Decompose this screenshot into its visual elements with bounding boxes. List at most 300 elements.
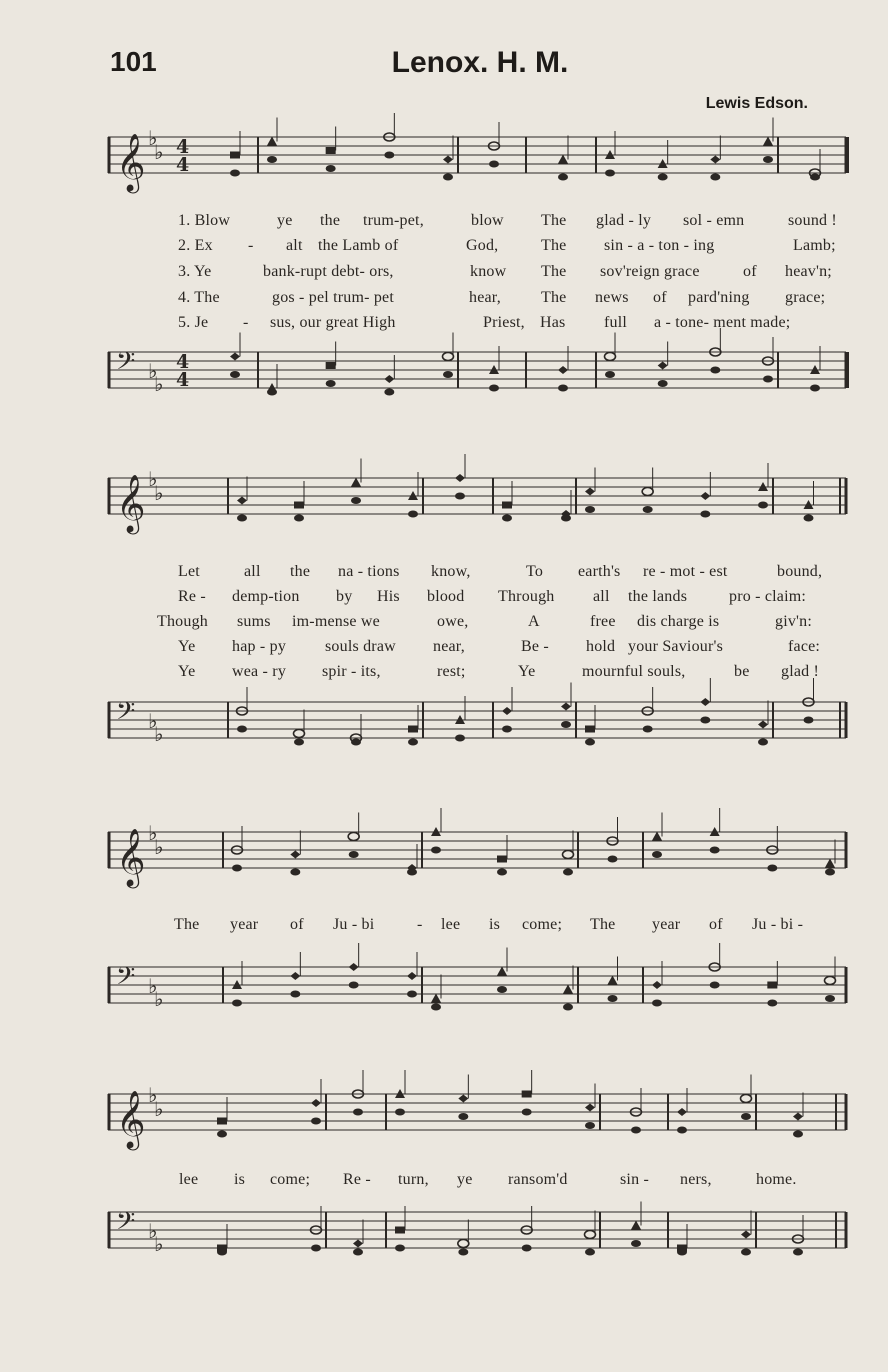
flat-icon: ♭: [148, 126, 158, 150]
flat-icon: ♭: [148, 709, 158, 733]
lyric-syllable: Though: [157, 613, 208, 630]
lyric-syllable: ye: [457, 1171, 473, 1188]
note-head: [458, 1240, 469, 1248]
note-head: [522, 1091, 532, 1098]
lyric-syllable: a - tone- ment made;: [654, 314, 791, 331]
note-head: [563, 1004, 573, 1011]
lyric-syllable: The: [174, 916, 200, 933]
note-head: [502, 502, 512, 509]
note-head: [489, 161, 499, 168]
note-head: [767, 1000, 777, 1007]
lyric-syllable: news: [595, 289, 629, 306]
lyric-syllable: near,: [433, 638, 465, 655]
lyric-syllable: Lamb;: [793, 237, 836, 254]
lyric-syllable: lee: [441, 916, 461, 933]
note-head: [758, 739, 768, 746]
lyric-syllable: glad - ly: [596, 212, 652, 229]
time-signature-digit: 4: [176, 369, 190, 391]
note-head: [431, 847, 441, 854]
lyric-syllable: 1. Blow: [178, 212, 231, 229]
note-head: [217, 1249, 227, 1256]
note-head: [408, 511, 418, 518]
lyric-syllable: 2. Ex: [178, 237, 213, 254]
lyric-line: [0, 563, 888, 585]
note-head: [522, 1245, 532, 1252]
bass-clef-icon: 𝄢: [116, 962, 136, 997]
treble-staff-system-2: [108, 466, 850, 536]
lyric-line: [0, 212, 888, 234]
lyric-syllable: The: [541, 212, 567, 229]
note-head: [408, 739, 418, 746]
note-head: [825, 869, 835, 876]
lyric-syllable: sums: [237, 613, 271, 630]
note-head: [631, 1221, 641, 1230]
note-head: [497, 967, 507, 976]
lyric-syllable: hap - py: [232, 638, 287, 655]
note-head: [351, 739, 361, 746]
note-head: [605, 170, 615, 177]
note-head: [395, 1227, 405, 1234]
lyric-syllable: bound,: [777, 563, 823, 580]
lyric-syllable: Priest,: [483, 314, 525, 331]
note-head: [267, 389, 277, 396]
bass-staff-system-4: [108, 1200, 850, 1280]
note-head: [825, 977, 836, 985]
note-head: [522, 1109, 532, 1116]
flat-icon: ♭: [148, 1083, 158, 1107]
lyric-syllable: Be -: [521, 638, 549, 655]
lyric-syllable: bank-rupt debt- ors,: [263, 263, 394, 280]
note-head: [384, 152, 394, 159]
lyric-line: [0, 663, 888, 685]
lyric-syllable: the lands: [628, 588, 688, 605]
lyric-syllable: ye: [277, 212, 293, 229]
note-head: [804, 515, 814, 522]
note-head: [502, 726, 512, 733]
note-head: [561, 515, 571, 522]
bass-staff-system-2: [108, 690, 850, 780]
note-head: [608, 976, 618, 985]
note-head: [608, 856, 618, 863]
lyric-syllable: Re -: [343, 1171, 371, 1188]
lyric-syllable: The: [541, 289, 567, 306]
lyric-syllable: -: [243, 314, 249, 331]
lyric-syllable: sin -: [620, 1171, 649, 1188]
lyric-syllable: pro - claim:: [729, 588, 807, 605]
lyric-syllable: blood: [427, 588, 465, 605]
lyric-syllable: rest;: [437, 663, 466, 680]
note-head: [758, 721, 768, 729]
lyric-syllable: Ju - bi: [333, 916, 375, 933]
hymn-title: Lenox. H. M.: [391, 46, 569, 79]
note-head: [563, 851, 574, 859]
lyric-line: [0, 263, 888, 285]
note-head: [677, 1108, 687, 1116]
note-head: [311, 1099, 321, 1107]
note-head: [558, 155, 568, 164]
lyric-syllable: The: [541, 263, 567, 280]
note-head: [497, 986, 507, 993]
lyric-syllable: The: [541, 237, 567, 254]
note-head: [407, 869, 417, 876]
note-head: [561, 703, 571, 711]
note-head: [605, 353, 616, 361]
note-head: [294, 515, 304, 522]
treble-staff-system-4: [108, 1082, 850, 1167]
note-head: [230, 371, 240, 378]
lyric-syllable: Ju - bi -: [752, 916, 804, 933]
flat-icon: ♭: [148, 467, 158, 491]
lyric-syllable: To: [526, 563, 544, 580]
lyric-syllable: 3. Ye: [178, 263, 212, 280]
lyric-syllable: be: [734, 663, 750, 680]
lyric-syllable: of: [743, 263, 757, 280]
note-head: [349, 982, 359, 989]
note-head: [395, 1245, 405, 1252]
lyric-syllable: sol - emn: [683, 212, 745, 229]
note-head: [652, 1000, 662, 1007]
note-head: [810, 174, 820, 181]
bass-staff-system-3: [108, 955, 850, 1040]
lyric-syllable: Through: [498, 588, 555, 605]
lyric-syllable: sov'reign grace: [600, 263, 700, 280]
lyric-syllable: come;: [270, 1171, 311, 1188]
lyric-syllable: is: [234, 1171, 246, 1188]
note-head: [502, 707, 512, 715]
note-head: [443, 371, 453, 378]
flat-icon: ♭: [154, 481, 164, 505]
lyric-syllable: souls draw: [325, 638, 396, 655]
note-head: [237, 515, 247, 522]
note-head: [351, 497, 361, 504]
lyric-syllable: full: [604, 314, 628, 331]
note-head: [458, 1249, 468, 1256]
lyric-syllable: mournful souls,: [582, 663, 686, 680]
lyric-syllable: trum-pet,: [363, 212, 424, 229]
note-head: [652, 832, 662, 841]
note-head: [497, 856, 507, 863]
note-head: [763, 376, 773, 383]
note-head: [489, 385, 499, 392]
note-head: [700, 511, 710, 518]
note-head: [267, 156, 277, 163]
bass-clef-icon: 𝄢: [116, 1207, 136, 1242]
note-head: [408, 726, 418, 733]
note-head: [290, 869, 300, 876]
note-head: [561, 721, 571, 728]
note-head: [217, 1131, 227, 1138]
note-head: [804, 717, 814, 724]
bass-clef-icon: 𝄢: [116, 697, 136, 732]
lyric-line: [0, 588, 888, 610]
note-head: [290, 972, 300, 980]
lyric-syllable: grace;: [785, 289, 826, 306]
flat-icon: ♭: [148, 1219, 158, 1243]
note-head: [631, 1127, 641, 1134]
note-head: [825, 995, 835, 1002]
note-head: [700, 698, 710, 706]
flat-icon: ♭: [148, 821, 158, 845]
lyric-syllable: know: [470, 263, 507, 280]
note-head: [585, 739, 595, 746]
lyric-syllable: Ye: [518, 663, 536, 680]
lyric-syllable: blow: [471, 212, 504, 229]
lyric-syllable: hear,: [469, 289, 501, 306]
note-head: [384, 375, 394, 383]
lyric-line: [0, 314, 888, 336]
note-head: [767, 865, 777, 872]
note-head: [384, 389, 394, 396]
lyric-syllable: im-mense we: [292, 613, 380, 630]
lyric-syllable: glad !: [781, 663, 820, 680]
note-head: [585, 488, 595, 496]
lyric-syllable: free: [590, 613, 616, 630]
lyric-syllable: hold: [586, 638, 616, 655]
flat-icon: ♭: [154, 987, 164, 1011]
lyric-syllable: wea - ry: [232, 663, 287, 680]
note-head: [677, 1127, 687, 1134]
note-head: [232, 865, 242, 872]
note-head: [458, 1095, 468, 1103]
note-head: [677, 1249, 687, 1256]
lyric-syllable: the: [320, 212, 341, 229]
lyric-syllable: Has: [540, 314, 566, 331]
lyric-syllable: earth's: [578, 563, 621, 580]
note-head: [710, 982, 720, 989]
bass-staff-system-1: [108, 340, 850, 415]
note-head: [443, 156, 453, 164]
note-head: [585, 1122, 595, 1129]
note-head: [443, 353, 454, 361]
note-head: [455, 735, 465, 742]
note-head: [326, 362, 336, 369]
lyric-syllable: ners,: [680, 1171, 712, 1188]
lyric-syllable: sus, our great High: [270, 314, 396, 331]
note-head: [558, 366, 568, 374]
note-head: [793, 1131, 803, 1138]
note-head: [642, 488, 653, 496]
note-head: [349, 963, 359, 971]
lyric-syllable: all: [244, 563, 261, 580]
note-head: [237, 726, 247, 733]
note-head: [563, 869, 573, 876]
note-head: [311, 1245, 321, 1252]
note-head: [326, 165, 336, 172]
lyric-syllable: heav'n;: [785, 263, 832, 280]
note-head: [294, 502, 304, 509]
note-head: [631, 1240, 641, 1247]
note-head: [710, 367, 720, 374]
lyric-syllable: home.: [756, 1171, 797, 1188]
note-head: [710, 156, 720, 164]
lyric-syllable: pard'ning: [688, 289, 750, 306]
lyric-syllable: Ye: [178, 663, 196, 680]
note-head: [767, 982, 777, 989]
lyric-syllable: come;: [522, 916, 563, 933]
lyric-syllable: -: [248, 237, 254, 254]
note-head: [741, 1113, 751, 1120]
note-head: [217, 1118, 227, 1125]
lyric-syllable: demp-tion: [232, 588, 300, 605]
lyric-syllable: of: [653, 289, 667, 306]
note-head: [455, 474, 465, 482]
note-head: [407, 991, 417, 998]
note-head: [710, 174, 720, 181]
lyric-syllable: spir - its,: [322, 663, 381, 680]
note-head: [741, 1231, 751, 1239]
lyric-syllable: year: [230, 916, 259, 933]
lyric-syllable: ransom'd: [508, 1171, 568, 1188]
flat-icon: ♭: [154, 722, 164, 746]
lyric-syllable: dis charge is: [637, 613, 720, 630]
note-head: [793, 1113, 803, 1121]
note-head: [230, 353, 240, 361]
note-head: [455, 493, 465, 500]
note-head: [652, 981, 662, 989]
lyric-syllable: by: [336, 588, 353, 605]
note-head: [658, 362, 668, 370]
lyric-line: [0, 1171, 888, 1193]
lyric-syllable: -: [417, 916, 423, 933]
lyric-syllable: alt: [286, 237, 303, 254]
note-head: [294, 739, 304, 746]
note-head: [290, 991, 300, 998]
note-head: [700, 717, 710, 724]
bass-clef-icon: 𝄢: [116, 347, 136, 382]
flat-icon: ♭: [148, 974, 158, 998]
lyric-syllable: na - tions: [338, 563, 400, 580]
lyric-syllable: owe,: [437, 613, 469, 630]
note-head: [741, 1249, 751, 1256]
note-head: [793, 1249, 803, 1256]
note-head: [230, 170, 240, 177]
note-head: [585, 1231, 596, 1239]
lyric-syllable: of: [709, 916, 723, 933]
note-head: [232, 1000, 242, 1007]
lyric-syllable: of: [290, 916, 304, 933]
lyric-line: [0, 289, 888, 311]
lyric-syllable: face:: [788, 638, 821, 655]
note-head: [431, 1004, 441, 1011]
note-head: [825, 859, 835, 868]
note-head: [563, 985, 573, 994]
note-head: [585, 726, 595, 733]
lyric-line: [0, 638, 888, 660]
note-head: [353, 1109, 363, 1116]
lyric-syllable: gos - pel trum- pet: [272, 289, 394, 306]
note-head: [443, 174, 453, 181]
note-head: [326, 147, 336, 154]
lyric-syllable: the: [290, 563, 311, 580]
note-head: [652, 851, 662, 858]
lyric-syllable: A: [528, 613, 540, 630]
composer-credit: Lewis Edson.: [705, 95, 808, 112]
note-head: [558, 385, 568, 392]
treble-staff-system-1: [108, 125, 850, 195]
page-number: 101: [110, 46, 157, 77]
note-head: [395, 1109, 405, 1116]
note-head: [585, 506, 595, 513]
note-head: [349, 851, 359, 858]
lyric-syllable: turn,: [398, 1171, 429, 1188]
note-head: [763, 156, 773, 163]
flat-icon: ♭: [154, 1232, 164, 1256]
note-head: [643, 726, 653, 733]
lyric-syllable: is: [489, 916, 501, 933]
lyric-syllable: Ye: [178, 638, 196, 655]
treble-clef-icon: 𝄞: [116, 474, 146, 532]
note-head: [237, 497, 247, 505]
treble-staff-system-3: [108, 820, 850, 895]
time-signature-digit: 4: [176, 136, 190, 158]
note-head: [608, 995, 618, 1002]
note-head: [353, 1240, 363, 1248]
lyric-syllable: know,: [431, 563, 471, 580]
lyric-syllable: your Saviour's: [628, 638, 724, 655]
lyric-syllable: the Lamb of: [318, 237, 399, 254]
note-head: [558, 174, 568, 181]
treble-clef-icon: 𝄞: [116, 828, 146, 886]
lyric-syllable: sound !: [788, 212, 837, 229]
note-head: [758, 502, 768, 509]
treble-clef-icon: 𝄞: [116, 133, 146, 191]
flat-icon: ♭: [154, 372, 164, 396]
lyric-syllable: Re -: [178, 588, 206, 605]
lyric-syllable: lee: [179, 1171, 199, 1188]
lyric-syllable: The: [590, 916, 616, 933]
lyric-syllable: Let: [178, 563, 200, 580]
note-head: [658, 174, 668, 181]
note-head: [658, 380, 668, 387]
note-head: [431, 994, 441, 1003]
time-signature-digit: 4: [176, 154, 190, 176]
note-head: [267, 137, 277, 146]
note-head: [458, 1113, 468, 1120]
lyric-syllable: giv'n:: [775, 613, 812, 630]
note-head: [643, 506, 653, 513]
note-head: [502, 515, 512, 522]
note-head: [585, 1104, 595, 1112]
note-head: [700, 492, 710, 500]
lyric-syllable: His: [377, 588, 400, 605]
note-head: [290, 851, 300, 859]
note-head: [348, 833, 359, 841]
note-head: [497, 869, 507, 876]
note-head: [326, 380, 336, 387]
lyric-line: [0, 613, 888, 635]
note-head: [763, 137, 773, 146]
note-head: [810, 385, 820, 392]
flat-icon: ♭: [154, 1097, 164, 1121]
note-head: [351, 478, 361, 487]
lyric-syllable: 4. The: [178, 289, 220, 306]
lyric-syllable: year: [652, 916, 681, 933]
flat-icon: ♭: [148, 359, 158, 383]
note-head: [311, 1118, 321, 1125]
note-head: [353, 1249, 363, 1256]
lyric-syllable: all: [593, 588, 610, 605]
note-head: [407, 972, 417, 980]
note-head: [230, 152, 240, 159]
lyric-syllable: 5. Je: [178, 314, 209, 331]
lyric-line: [0, 237, 888, 259]
note-head: [605, 371, 615, 378]
lyric-syllable: God,: [466, 237, 499, 254]
lyric-syllable: sin - a - ton - ing: [604, 237, 715, 254]
time-signature-digit: 4: [176, 351, 190, 373]
note-head: [585, 1249, 595, 1256]
treble-clef-icon: 𝄞: [116, 1090, 146, 1148]
